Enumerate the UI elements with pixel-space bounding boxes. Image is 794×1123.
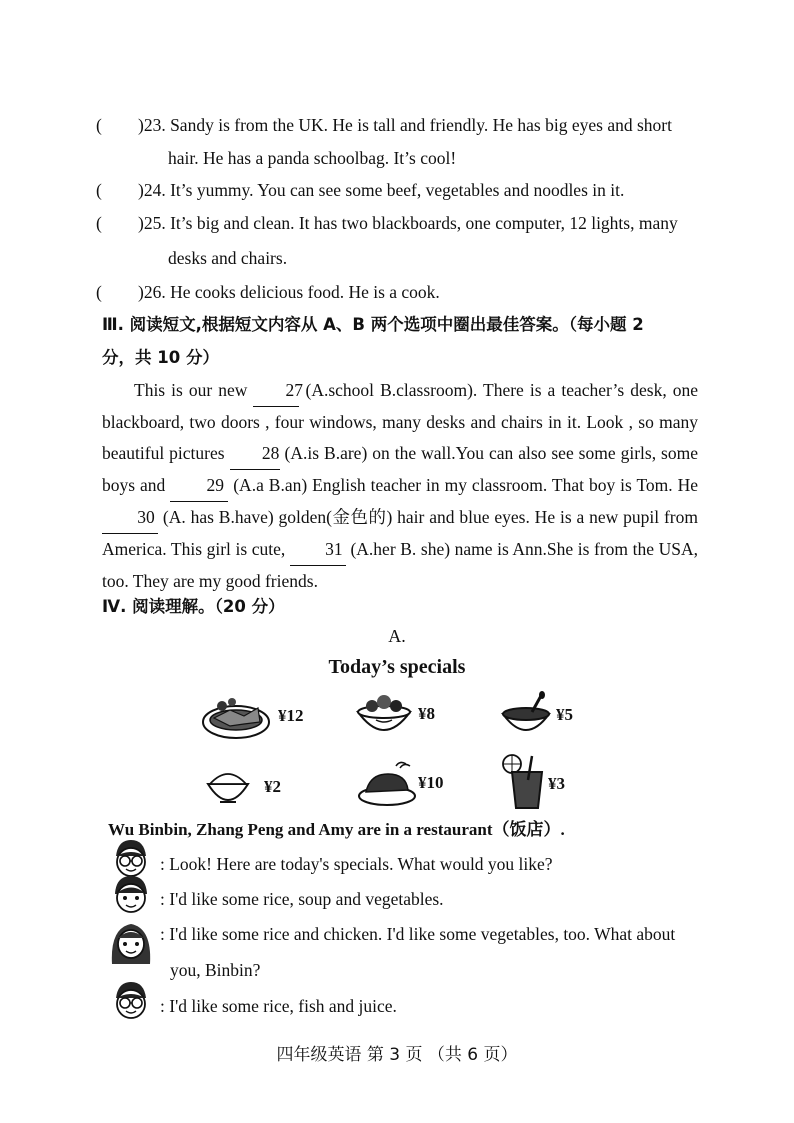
price-label: ¥12 — [278, 706, 304, 725]
price-label: ¥3 — [548, 774, 565, 793]
price-label: ¥5 — [556, 705, 573, 724]
vegetable-bowl-icon — [354, 690, 414, 745]
fish-dish-icon — [200, 692, 272, 747]
passage-text: This is our new — [134, 380, 248, 400]
dialog-line-cont: you, Binbin? — [170, 960, 261, 980]
dialog-line: : I'd like some rice, fish and juice. — [160, 996, 397, 1016]
menu-title: Today’s specials — [328, 656, 466, 678]
passage-text: (A.is B.are) on the wall.You can also see some girls, some boys and — [102, 443, 699, 495]
question-25-line2: desks and chairs. — [168, 248, 288, 268]
blank-29[interactable]: 29 — [170, 470, 228, 502]
question-25-line1: )25. It’s big and clean. It has two blackboards, one computer, 12 lights, many — [138, 213, 678, 233]
answer-paren: ( — [96, 282, 102, 302]
dialog-intro: Wu Binbin, Zhang Peng and Amy are in a restaurant（饭店）. — [108, 820, 565, 839]
question-26-line1: )26. He cooks delicious food. He is a cook. — [138, 282, 440, 302]
price-label: ¥10 — [418, 773, 444, 792]
answer-paren: ( — [96, 180, 102, 200]
question-23-line2: hair. He has a panda schoolbag. It’s cool! — [168, 148, 457, 168]
question-23-line1: )23. Sandy is from the UK. He is tall and friendly. He has big eyes and short — [138, 115, 672, 135]
answer-paren: ( — [96, 115, 102, 135]
section-3-heading: Ⅲ. 阅读短文,根据短文内容从 A、B 两个选项中圈出最佳答案。（每小题 2 — [102, 315, 644, 334]
part-label: A. — [388, 626, 406, 646]
question-24-line1: )24. It’s yummy. You can see some beef, vegetables and noodles in it. — [138, 180, 625, 200]
page-footer: 四年级英语 第 3 页 （共 6 页） — [276, 1045, 518, 1065]
passage-text: (A. has B.have) golden(金色的) hair and blue eyes. He is a new pupil from America. This girl is cute, — [102, 507, 699, 559]
section-3-heading-cont: 分，共 10 分） — [102, 348, 219, 367]
blank-30[interactable]: 30 — [102, 502, 158, 534]
rice-bowl-icon — [202, 762, 254, 815]
roast-chicken-icon — [356, 756, 418, 813]
blank-27[interactable]: 27 — [253, 375, 299, 407]
dialog-line: : I'd like some rice and chicken. I'd like some vegetables, too. What about — [160, 924, 676, 944]
girl-avatar — [108, 918, 154, 975]
price-label: ¥8 — [418, 704, 435, 723]
blank-31[interactable]: 31 — [290, 534, 346, 566]
boy-glasses-avatar — [110, 980, 152, 1027]
juice-glass-icon — [500, 752, 546, 815]
passage-text: (A.a B.an) English teacher in my classroom. That boy is Tom. He — [233, 475, 699, 495]
boy-avatar — [110, 874, 152, 921]
cloze-passage — [102, 375, 698, 597]
price-label: ¥2 — [264, 777, 281, 796]
answer-paren: ( — [96, 213, 102, 233]
soup-bowl-icon — [500, 690, 552, 745]
passage-text: (A.school B.classroom). There is a teacher’s desk, one blackboard, two doors , four windows, many desks and chairs in it. Look , so many beautiful pictures — [102, 380, 699, 463]
section-4-heading: Ⅳ. 阅读理解。（20 分） — [102, 597, 285, 616]
dialog-line: : Look! Here are today's specials. What would you like? — [160, 854, 553, 874]
blank-28[interactable]: 28 — [230, 438, 280, 470]
passage-text: (A.her B. she) name is Ann.She is from the USA, too. They are my good friends. — [102, 539, 698, 591]
dialog-line: : I'd like some rice, soup and vegetables. — [160, 889, 444, 909]
